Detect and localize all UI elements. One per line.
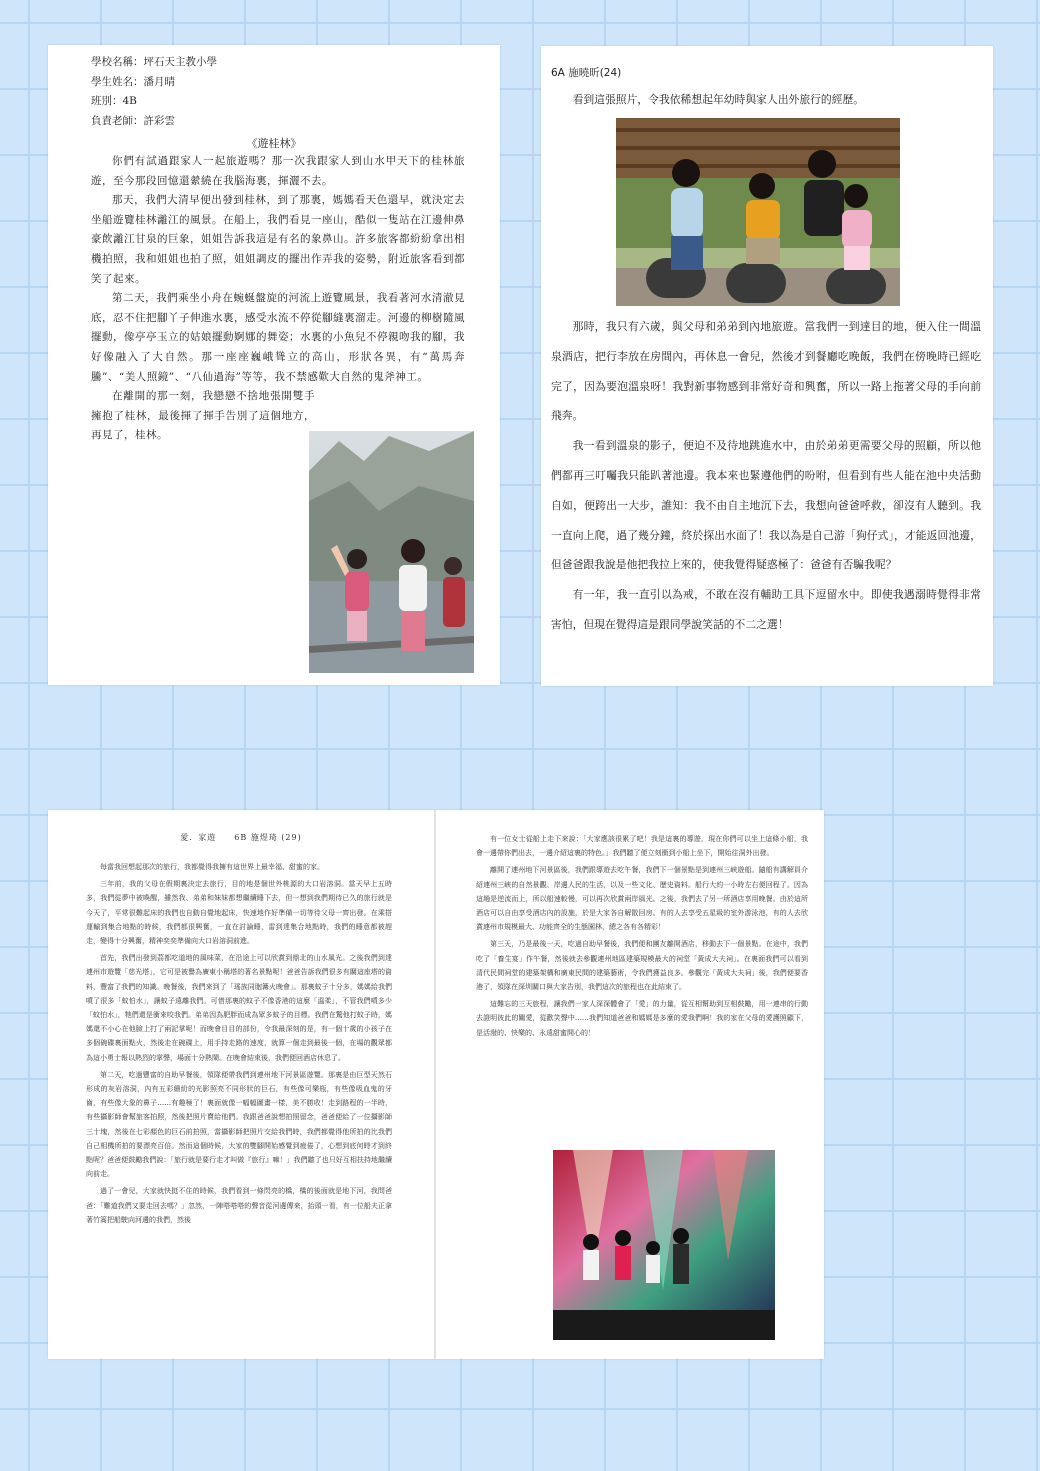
essay3-heading: 愛．家遊 6B 施煜琦 (29): [180, 833, 302, 842]
essay1-paragraph: 你們有試過跟家人一起旅遊嗎？那一次我跟家人到山水甲天下的桂林旅遊，至今那段回憶還縈繞在我腦海裏，揮灑不去。: [91, 155, 465, 187]
essay2-paragraph: 那時，我只有六歲，與父母和弟弟到內地旅遊。當我們一到達目的地，便入住一間溫泉酒店，把行李放在房間內，再休息一會兒，然後才到餐廳吃晚飯，我們在傍晚時已經吃完了，因為要泡溫泉呀！我對新事物感到非常好奇和興奮，所以一路上拖著父母的手向前飛奔。: [551, 320, 981, 423]
essay1-meta: [91, 53, 217, 131]
guilin-river-photo: [309, 431, 474, 673]
essay2-body: [551, 312, 981, 640]
essay3-paragraph: 第二天，吃過豐富的自助早餐後，領隊便帶我們到連州地下河景區遊覽。那裏是由巨型天然石形成的灰岩溶洞，內有五彩繽紛的光影照亮不同形狀的巨石，有些像可樂瓶，有些像吸血鬼的牙齒，有些像大象的鼻子……有趣極了！裏面就像一幅幅圖畫一樣，美不勝收！走到路程的一半時，有些攝影師會幫旅客拍照，然後把照片賣給他們。我跟爸爸說想拍照留念，爸爸便給了一位攝影師三十塊，然後在七彩顏色的巨石前拍照，當攝影師把照片交給我們時，我們都覺得他所拍的比我們自己相機所拍的要漂亮百倍。然而這個時候，大家的雙腳開始感覺到疲倦了，心想到底何時才到終點呢？爸爸便鼓勵我們說：「旅行就是要行走才叫做『旅行』嘛！」我們聽了也只好互相扶持地繼續向前走。: [86, 1070, 392, 1179]
essay3-paragraph: 這難忘的三天旅程，讓我們一家人深深體會了「愛」的力量，從互相幫助到互相鼓勵，用一連串的行動去證明彼此的關愛，從歡笑聲中……我們知道爸爸和媽媽是多麼的愛我們啊！我的家在父母的愛護照顧下，是活潑的、快樂的、永遠甜蜜開心的！: [476, 1000, 808, 1037]
essay2-paragraph: 我一看到溫泉的影子，便迫不及待地跳進水中，由於弟弟更需要父母的照顧，所以他們都再三叮囑我只能趴著池邊。我本來也緊遵他們的吩咐，但看到有些人能在池中央活動自如，便跨出一大步，誰知：我不由自主地沉下去，我想向爸爸呼救，卻沒有人聽到。我一直向上爬，過了幾分鐘，終於探出水面了！我以為是自己游「狗仔式」，才能返回池邊，但爸爸跟我說是他把我拉上來的，使我覺得疑惑極了：爸爸有否騙我呢？: [551, 439, 981, 572]
class-name: 班別：4B: [91, 95, 137, 107]
essay-page-1: [48, 45, 500, 685]
essay2-paragraph: 有一年，我一直引以為戒，不敢在沒有輔助工具下逗留水中。即使我遇溺時覺得非常害怕，但現在覺得這是跟同學說笑話的不二之選！: [551, 588, 981, 631]
teacher-name: 負責老師：許彩雲: [91, 114, 175, 127]
essay3-paragraph: 過了一會兒，大家就快挺不住的時候，我們看到一條閃亮的橋，橋的後面就是地下河，我問爸爸：「難道我們又要走回去嗎？」忽然，一陣嗒嗒嗒的聲音從河邊傳來，抬頭一看，有一位船夫正拿著竹篙把船駛向河邊的我們，然後: [86, 1187, 392, 1224]
booklet-fold: [434, 810, 436, 1359]
essay1-body: [91, 152, 465, 446]
essay3-paragraph: 三年前，我的父母在假期裏決定去旅行，目的地是個世外桃源的大口岩溶洞。當天早上五時多，我們從夢中被喚醒，雖然我、弟弟和妹妹都想繼續睡下去，但一想到我們期待已久的旅行就是今天了，平常很難起床的我們也自動自覺地起床，快速地作好準備一切等待父母一齊出發。在乘搭運輸到集合地點的時候，我們都很興奮，一直在討論睡，雷到達集合地點時，我們的睡意都被趕走，變得十分興奮，精神奕奕準備向大口岩溶洞前進。: [86, 880, 392, 946]
essay3-right-column: [476, 832, 808, 1043]
essay3-paragraph: 離開了連州地下河景區後，我們跟導遊去吃午餐，我們下一個景點是到連州三峽遊船。隨船有講解員介紹連州三峽的自然景觀、岸邊人民的生活，以及一些文化、歷史資料。船行大約一小時左右便回程了。因為這趟是逆流而上，所以船速較慢，可以再次欣賞兩岸風光。之後，我們去了另一所酒店享用晚餐。由於這所酒店可以自由享受酒店內的設施，於是大家各自解散回房。有的人去享受五星級的室外游泳池，有的人去欣賞連州市規模最大、功能齊全的生態園林，總之各有各精彩！: [476, 866, 808, 932]
cave-family-photo: [553, 1150, 775, 1340]
essay1-paragraph: 第二天，我們乘坐小舟在蜿蜒盤旋的河流上遊覽風景，我看著河水清澈見底，忍不住把腳丫子伸進水裏，感受水流不停從腳縫裏溜走。河邊的柳樹隨風擺動，像亭亭玉立的姑娘擺動婀娜的舞姿；水裏的小魚兒不停親吻我的腳，我好像融入了大自然。那一座座巍峨聳立的高山，形狀各異，有“萬馬奔騰”、“美人照鏡”、“八仙過海”等等，我不禁感歎大自然的鬼斧神工。: [91, 292, 465, 383]
family-photo: [616, 118, 900, 306]
essay-page-2: [541, 46, 993, 686]
essay2-intro: 看到這張照片，令我依稀想起年幼時與家人出外旅行的經歷。: [572, 93, 865, 106]
essay-page-3: [48, 810, 824, 1359]
essay1-paragraph: 那天，我們大清早便出發到桂林，到了那裏，媽媽看天色還早，就決定去坐船遊覽桂林灕江的風景。在船上，我們看見一座山，酷似一隻站在江邊伸鼻豪飲灕江甘泉的巨象，姐姐告訴我這是有名的象鼻山。許多旅客都紛紛拿出相機拍照，我和姐姐也拍了照，姐姐調皮的擺出作弄我的姿勢，附近旅客看到都笑了起來。: [91, 194, 465, 285]
school-name: 學校名稱：坪石天主教小學: [91, 56, 217, 68]
essay1-title: 《遊桂林》: [246, 137, 302, 150]
student-name: 學生姓名：潘月晴: [91, 75, 175, 88]
essay3-paragraph: 第三天，乃是最後一天，吃過自助早餐後，我們便和團友離開酒店，移動去下一個景點。在途中，我們吃了「養生宴」作午餐，然後就去參觀連州地區建築規模最大的祠堂「黃成大夫祠」。在裏面我們可以看到清代民間祠堂的建築架構和廣東民間的建築藝術，令我們獲益良多。參觀完「黃成大夫祠」後，我們便要香港了，領隊在深圳關口與大家告別，我們這次的旅程也在此結束了。: [476, 940, 808, 992]
essay3-paragraph: 每當我回想起那次的旅行，我都覺得我擁有這世界上最幸福、甜蜜的家。: [100, 863, 324, 871]
essay3-paragraph: 有一位女士從船上走下來說：「大家應該很累了吧！我是這裏的導遊，現在你們可以坐上這條小船，我會一邊帶你們出去，一邊介紹這裏的特色。」我們聽了便立刻衝到小船上坐下，開始往洞外出發。: [476, 835, 808, 858]
essay3-paragraph: 首先，我們出發到茘都吃道地的風味菜，在沿途上可以欣賞到鼎北的山水風光。之後我們到達連州市遊覽「慈光塔」，它可是被譽為廣東小稱塔的著名景點呢！爸爸告訴我們很多有關這座塔的資料，豐富了我們的知識。晚餐後，我們來到了「瑤族同胞篝火晚會」。那裏蚊子十分多，媽媽給我們噴了很多「蚊怕水」，讓蚊子遠離我們。可惜那裏的蚊子不像香港的這麼「溫柔」，不管我們噴多少「蚊怕水」，牠們還是衝來咬我們。弟弟因為肥胖而成為眾多蚊子的目標。我們在驚他打蚊子時，媽媽還不小心在他臉上打了兩記掌呢！而晚會目目的部份，令我最深刻的是，有一個十歲的小孩子在多個碗碟裏面點火，然後走在碗碟上，用手持走路的速度，就算一個走到最後一個，在場的觀眾都為這小勇士報以熱烈的掌聲，場面十分熱鬧。在晚會結束後，我們便回酒店休息了。: [86, 954, 392, 1062]
essay3-left-column: [86, 860, 392, 1230]
essay2-header: 6A 施曉昕(24): [551, 67, 622, 79]
essay1-paragraph: 在離開的那一刻，我戀戀不捨地張開雙手擁抱了桂林，最後揮了揮手告別了這個地方，再見了，桂林。: [91, 390, 315, 442]
